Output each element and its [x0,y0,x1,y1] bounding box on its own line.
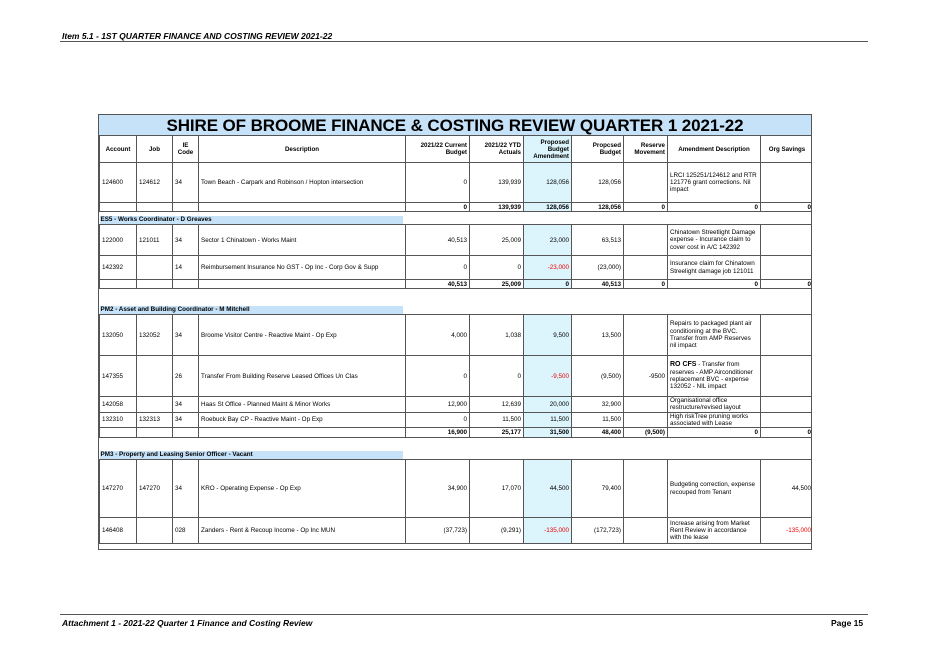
total-proposed-budget: 128,056 [572,203,624,212]
cell-reserve-movement [624,256,668,280]
subtotal-row [100,280,813,289]
cell-ytd-actuals: 12,639 [470,397,524,413]
cell-budget-amendment: 44,500 [524,460,572,518]
cell-job [137,256,173,280]
cell-reserve-movement [624,397,668,413]
col-header-description: Description [199,136,406,163]
cell-job: 132052 [137,315,173,356]
total-current-budget: 16,900 [406,428,470,438]
cell-job: 132313 [137,412,173,428]
cell-proposed-budget: 128,056 [572,163,624,203]
cell-budget-amendment: 20,000 [524,397,572,413]
cell-description: KRO - Operating Expense - Op Exp [199,460,406,518]
cell-job [137,356,173,397]
total-ytd-actuals: 139,939 [470,203,524,212]
col-header-org-savings: Org Savings [761,136,813,163]
item-header: Item 5.1 - 1ST QUARTER FINANCE AND COSTING REVIEW 2021-22 [62,31,333,41]
cell-current-budget: 0 [406,163,470,203]
total-reserve-movement: 0 [624,280,668,289]
cell-ie-code: 34 [173,163,199,203]
cell-ie-code: 34 [173,460,199,518]
total-budget-amendment: 31,500 [524,428,572,438]
cell-account: 142392 [100,256,137,280]
col-header-ie-code: IE Code [173,136,199,163]
total-org-savings: 0 [761,280,813,289]
cell-ytd-actuals: 0 [470,356,524,397]
footer-divider [60,614,868,615]
cell-description: Broome Visitor Centre - Reactive Maint - Op Exp [199,315,406,356]
cell-proposed-budget: 13,500 [572,315,624,356]
cell-description: Roebuck Bay CP - Reactive Maint - Op Exp [199,412,406,428]
cell-budget-amendment: -135,000 [524,518,572,544]
total-proposed-budget: 48,400 [572,428,624,438]
cell-proposed-budget: (9,500) [572,356,624,397]
col-header-proposed-budget: Propcsed Budget [572,136,624,163]
cell-current-budget: 34,900 [406,460,470,518]
cell-current-budget: 0 [406,412,470,428]
header-divider [60,41,868,42]
cell-org-savings [761,412,813,428]
total-ytd-actuals: 25,009 [470,280,524,289]
cell-current-budget: 40,513 [406,225,470,256]
section-label: PM3 - Property and Leasing Senior Officer - Vacant [100,451,403,459]
attachment-footer: Attachment 1 - 2021-22 Quarter 1 Finance and Costing Review [62,618,313,628]
table-row [100,256,813,280]
cell-budget-amendment: -9,500 [524,356,572,397]
col-header-account: Account [100,136,137,163]
cell-budget-amendment: 128,056 [524,163,572,203]
total-org-savings: 0 [761,428,813,438]
cell-org-savings [761,356,813,397]
cell-account: 147355 [100,356,137,397]
cell-account: 142058 [100,397,137,413]
cell-reserve-movement [624,225,668,256]
total-amendment-description: 0 [668,203,761,212]
col-header-reserve-movement: Reserve Movement [624,136,668,163]
cell-ytd-actuals: 139,939 [470,163,524,203]
cell-proposed-budget: 79,400 [572,460,624,518]
cell-account: 147270 [100,460,137,518]
cell-amendment-description [668,356,761,397]
table-row [100,315,813,356]
total-amendment-description: 0 [668,428,761,438]
table-row [100,225,813,256]
cell-proposed-budget: 63,513 [572,225,624,256]
cell-amendment-description: Repairs to packaged plant air conditioning at the BVC. Transfer from AMP Reserves nil impact [668,315,761,356]
cell-job: 147270 [137,460,173,518]
cell-job [137,397,173,413]
cell-account: 122000 [100,225,137,256]
section-row [100,438,813,460]
cell-ytd-actuals: (9,291) [470,518,524,544]
table-row [100,460,813,518]
total-budget-amendment: 0 [524,280,572,289]
cell-org-savings [761,397,813,413]
cell-budget-amendment: 23,000 [524,225,572,256]
col-header-amendment-description: Amendment Description [668,136,761,163]
total-reserve-movement: 0 [624,203,668,212]
finance-table [99,135,812,544]
total-current-budget: 40,513 [406,280,470,289]
cell-reserve-movement [624,315,668,356]
cell-amendment-description: Chinatown Streetlight Damage expense - Incurance claim to cover cost in A/C 142392 [668,225,761,256]
cell-org-savings [761,315,813,356]
cell-amendment-description: Increase arising from Market Rent Review in accordance with the lease [668,518,761,544]
cell-current-budget: (37,723) [406,518,470,544]
cell-description: Transfer From Building Reserve Leased Offices Un Clas [199,356,406,397]
cell-budget-amendment: -23,000 [524,256,572,280]
cell-org-savings [761,256,813,280]
cell-ie-code: 34 [173,225,199,256]
total-current-budget: 0 [406,203,470,212]
cell-account: 132310 [100,412,137,428]
subtotal-row [100,428,813,438]
cell-reserve-movement [624,460,668,518]
table-row [100,518,813,544]
cell-description: Haas St Office - Planned Maint & Minor Works [199,397,406,413]
cell-ie-code: 34 [173,397,199,413]
cell-ytd-actuals: 17,070 [470,460,524,518]
cell-account: 132050 [100,315,137,356]
total-proposed-budget: 40,513 [572,280,624,289]
cell-job: 124612 [137,163,173,203]
cell-ytd-actuals: 25,009 [470,225,524,256]
cell-description: Town Beach - Carpark and Robinson / Hopton intersection [199,163,406,203]
total-org-savings: 0 [761,203,813,212]
page-number: Page 15 [831,618,864,628]
cell-org-savings: -135,000 [761,518,813,544]
cell-description: Sector 1 Chinatown - Works Maint [199,225,406,256]
subtotal-row [100,203,813,212]
cell-proposed-budget: (172,723) [572,518,624,544]
cell-reserve-movement [624,412,668,428]
section-row [100,289,813,315]
col-header-budget-amendment: Proposed Budget Amendment [524,136,572,163]
cell-amendment-description: Budgeting correction, expense recouped from Tenant [668,460,761,518]
col-header-job: Job [137,136,173,163]
amendment-text: - Transfer from reserves - AMP Airconditioner replacement BVC - expense 132052 - NIL impact [670,361,753,391]
total-ytd-actuals: 25,177 [470,428,524,438]
table-row [100,412,813,428]
cell-current-budget: 12,900 [406,397,470,413]
cell-org-savings [761,225,813,256]
col-header-ytd-actuals: 2021/22 YTD Actuals [470,136,524,163]
total-budget-amendment: 128,056 [524,203,572,212]
cell-ie-code: 028 [173,518,199,544]
amendment-ref-label: RO CFS [670,361,697,369]
sheet-title: SHIRE OF BROOME FINANCE & COSTING REVIEW QUARTER 1 2021-22 [99,115,811,135]
cell-ie-code: 26 [173,356,199,397]
cell-amendment-description: LRCI 125251/124612 and RTR 121776 grant corrections. Nil impact [668,163,761,203]
cell-reserve-movement: -9500 [624,356,668,397]
cell-proposed-budget: 32,900 [572,397,624,413]
cell-reserve-movement [624,518,668,544]
table-row [100,356,813,397]
cell-org-savings [761,163,813,203]
cell-ie-code: 34 [173,412,199,428]
cell-org-savings: 44,500 [761,460,813,518]
cell-ie-code: 14 [173,256,199,280]
section-label: ES5 - Works Coordinator - D Greaves [100,216,403,224]
column-header-row [100,136,813,163]
cell-ytd-actuals: 1,038 [470,315,524,356]
cell-reserve-movement [624,163,668,203]
cell-job: 121011 [137,225,173,256]
cell-account: 124600 [100,163,137,203]
cell-current-budget: 4,000 [406,315,470,356]
cell-account: 146408 [100,518,137,544]
cell-amendment-description: High riskTree pruning works associated with Lease [668,412,761,428]
cell-ytd-actuals: 0 [470,256,524,280]
table-row [100,163,813,203]
cell-description: Reimbursement Insurance No GST - Op Inc - Corp Gov & Supp [199,256,406,280]
col-header-current-budget: 2021/22 Current Budget [406,136,470,163]
cell-ytd-actuals: 11,500 [470,412,524,428]
cell-ie-code: 34 [173,315,199,356]
cell-current-budget: 0 [406,256,470,280]
cell-budget-amendment: 11,500 [524,412,572,428]
finance-review-sheet [98,114,812,550]
cell-amendment-description: Organisational office restructure/revised layout [668,397,761,413]
table-row [100,397,813,413]
section-row [100,212,813,225]
cell-amendment-description: Insurance claim for Chinatown Streelight damage job 121011 [668,256,761,280]
total-reserve-movement: (9,500) [624,428,668,438]
cell-current-budget: 0 [406,356,470,397]
total-amendment-description: 0 [668,280,761,289]
cell-description: Zanders - Rent & Recoup Income - Op Inc MUN [199,518,406,544]
cell-proposed-budget: (23,000) [572,256,624,280]
cell-budget-amendment: 9,500 [524,315,572,356]
section-label: PM2 - Asset and Building Coordinator - M Mitchell [100,306,403,314]
cell-job [137,518,173,544]
cell-proposed-budget: 11,500 [572,412,624,428]
